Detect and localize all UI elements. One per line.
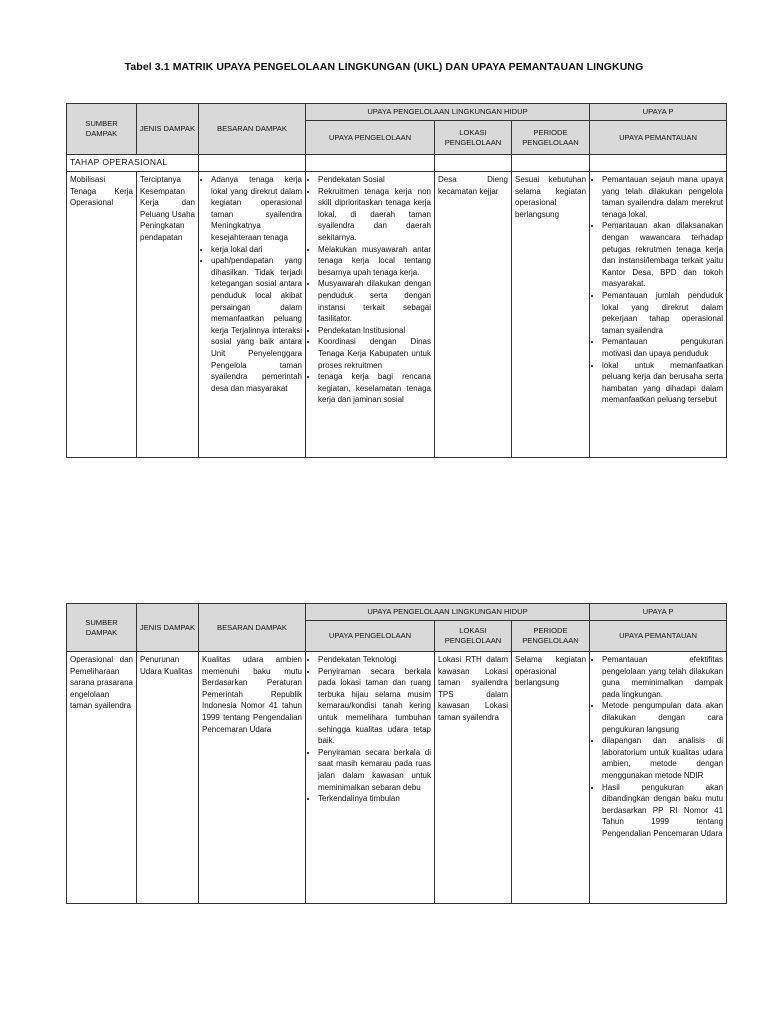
periode-pengelolaan-cell: Selama kegiatan operasional berlangsung [512,652,590,904]
jenis-dampak-cell: Terciptanya Kesempatan Kerja dan Peluang Usaha Peningkatan pendapatan [137,172,199,458]
list-item: • Hasil pengukuran akan dibandingkan dengan baku mutu berdasarkan PP RI Nomor 41 Tahun 1999 tentang Pengendalian Pencemaran Udara [602,782,723,840]
header-periode-pengelolaan: PERIODE PENGELOLAAN [512,121,590,155]
page-title: Tabel 3.1 MATRIK UPAYA PENGELOLAAN LINGKUNGAN (UKL) DAN UPAYA PEMANTAUAN LINGKUNG [124,61,644,73]
lokasi-pengelolaan-cell: Desa Dieng kecamatan kejjar [435,172,512,458]
lokasi-pengelolaan-cell: Lokasi RTH dalam kawasan Lokasi taman syailendra TPS dalam kawasan Lokasi taman syailendra [435,652,512,904]
sumber-dampak-cell: Operasional dan Pemeliharaan sarana prasarana engelolaan taman syailendra [67,652,137,904]
list-item: • Pendekatan Sosial [318,174,431,186]
list-item: • Rekruitmen tenaga kerja non skill diprioritaskan tenaga kerja lokal, di daerah taman syailendra dan daerah sekitarnya. [318,186,431,244]
ukl-table-pemeliharaan [66,603,727,904]
header-upaya-pengelolaan-group: UPAYA PENGELOLAAN LINGKUNGAN HIDUP [306,104,590,121]
list-item: • Penyiraman secara berkala pada lokasi taman dan ruang terbuka hijau selama musim kemarau/kondisi tanah kering untuk memelihara tumbuhan sehingga kualitas udara tetap baik. [318,666,431,747]
header-besaran-dampak: BESARAN DAMPAK [199,104,306,155]
upaya-pengelolaan-cell [306,172,435,458]
header-upaya-pengelolaan-group: UPAYA PENGELOLAAN LINGKUNGAN HIDUP [306,604,590,621]
upaya-pemantauan-cell [590,652,727,904]
list-item: • Adanya tenaga kerja lokal yang direkrut dalam kegiatan operasional taman syailendra Meningkatnya kesejahteraan tenaga [211,174,302,244]
periode-pengelolaan-cell: Sesuai kebutuhan selama kegiatan operasional berlangsung [512,172,590,458]
list-item: • Terkendalinya timbulan [318,793,431,805]
besaran-dampak-cell: Kualitas udara ambien memenuhi baku mutu Berdasarkan Peraturan Pemerintah Republik Indonesia Nomor 41 tahun 1999 tentang Pengendalian Pencemaran Udara [199,652,306,904]
list-item: • Pemantauan efektifitas pengelolaan yang telah dilakukan guna meminimalkan dampak pada lingkungan. [602,654,723,700]
header-jenis-dampak: JENIS DAMPAK [137,604,199,652]
list-item: • Penyiraman secara berkala di saat masih kemarau pada ruas jalan dalam kawasan untuk meminimalkan sebaran debu [318,747,431,793]
list-item: • upah/pendapatan yang dihasilkan. Tidak terjadi ketegangan sosial antara penduduk local akibat persaingan dalam memanfaatkan peluang kerja Terjalinnya interaksi sosial yang baik antara Unit Penyelenggara Pengelola taman syailendra pemerintah desa dan masyarakat [211,255,302,394]
list-item: • Pendekatan Institusional [318,325,431,337]
list-item: • Melakukan musyawarah antar tenaga kerja local tentang besarnya upah tenaga kerja. [318,244,431,279]
header-upaya-pemantauan: UPAYA PEMANTAUAN [590,621,727,652]
list-item: • Musyawarah dilakukan dengan penduduk serta dengan instansi terkait sebagai fasilitator. [318,278,431,324]
header-upaya-pengelolaan: UPAYA PENGELOLAAN [306,621,435,652]
list-item: • Pemantauan sejauh mana upaya yang telah dilakukan pengelola taman syailendra dalam merekrut tenaga lokal. [602,174,723,220]
upaya-pemantauan-cell [590,172,727,458]
list-item: • tenaga kerja bagi rencana kegiatan, keselamatan tenaga kerja dan jaminan sosial [318,371,431,406]
list-item: • kerja lokal dari [211,244,302,256]
sumber-dampak-cell: Mobilisasi Tenaga Kerja Operasional [67,172,137,458]
besaran-dampak-cell [199,172,306,458]
header-lokasi-pengelolaan: LOKASI PENGELOLAAN [435,121,512,155]
list-item: • Koordinasi dengan Dinas Tenaga Kerja Kabupaten untuk proses rekruitmen [318,336,431,371]
header-sumber-dampak: SUMBER DAMPAK [67,104,137,155]
header-jenis-dampak: JENIS DAMPAK [137,104,199,155]
list-item: • Pemantauan pengukuran motivasi dan upaya penduduk [602,336,723,359]
header-besaran-dampak: BESARAN DAMPAK [199,604,306,652]
header-sumber-dampak: SUMBER DAMPAK [67,604,137,652]
header-upaya-p-group: UPAYA P [590,104,727,121]
header-upaya-pemantauan: UPAYA PEMANTAUAN [590,121,727,155]
header-upaya-p-group: UPAYA P [590,604,727,621]
header-lokasi-pengelolaan: LOKASI PENGELOLAAN [435,621,512,652]
upaya-pengelolaan-cell [306,652,435,904]
list-item: • dilapangan dan analisis di laboratorium untuk kualitas udara ambien, metode dengan menggunakan metode NDIR [602,735,723,781]
list-item: • Pemantauan akan dilaksanakan dengan wawancara terhadap petugas rekrutmen tenaga kerja dan instansi/lembaga terkait yaitu Kantor Desa, BPD dan tokoh masyarakat. [602,220,723,290]
header-upaya-pengelolaan: UPAYA PENGELOLAAN [306,121,435,155]
section-label: TAHAP OPERASIONAL [67,155,199,172]
header-periode-pengelolaan: PERIODE PENGELOLAAN [512,621,590,652]
list-item: • Pemantauan jumlah penduduk lokal yang direkrut dalam pekerjaan tahap operasional taman syailendra [602,290,723,336]
list-item: • Metode pengumpulan data akan dilakukan dengan cara pengukuran langsung [602,700,723,735]
list-item: • lokal untuk memanfaatkan peluang kerja dan berusaha serta hambatan yang dihadapi dalam memanfaatkan peluang tersebut [602,360,723,406]
jenis-dampak-cell: Penurunan Udara Kualitas [137,652,199,904]
list-item: • Pendekatan Teknologi [318,654,431,666]
ukl-table-operasional [66,103,727,458]
